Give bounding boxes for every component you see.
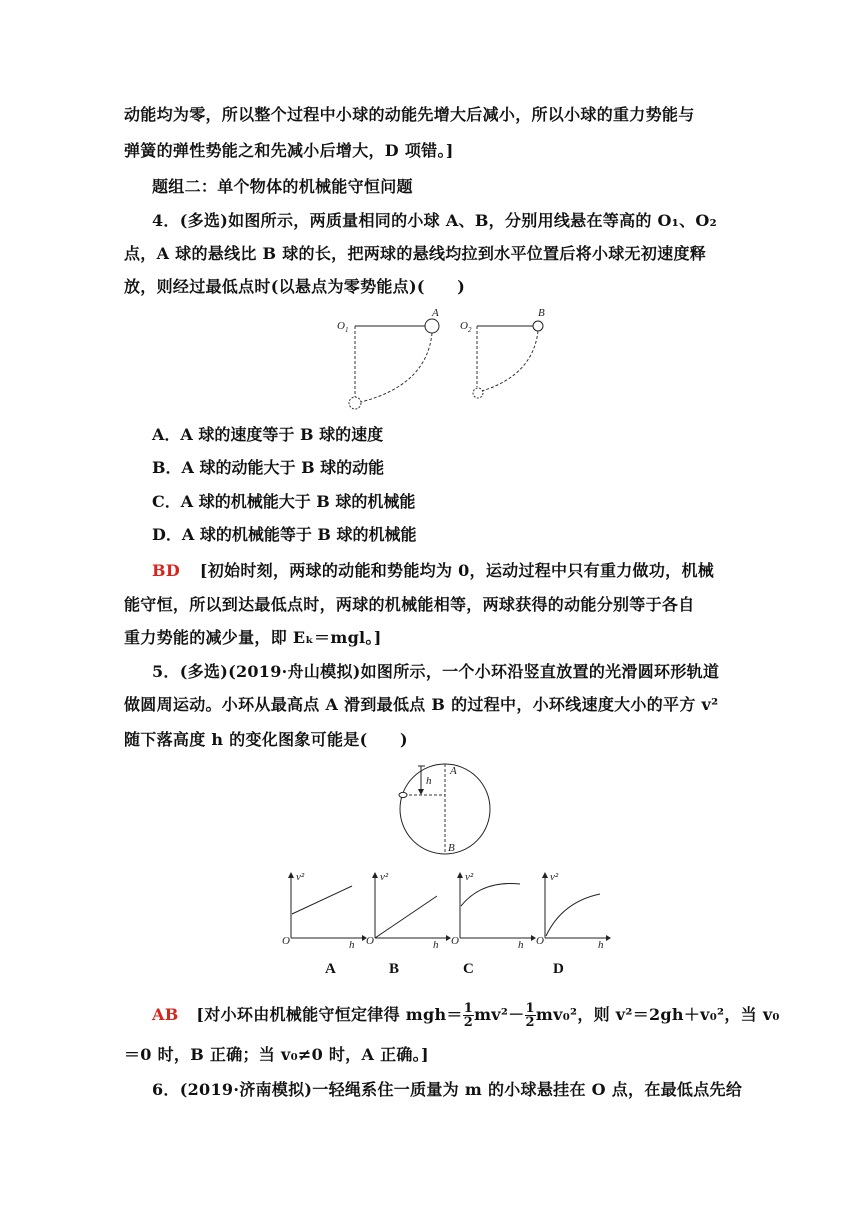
- svg-text:h: h: [349, 939, 355, 950]
- q6-stem-line-1: 6．(2019·济南模拟)一轻绳系住一质量为 m 的小球悬挂在 O 点，在最低点先给: [152, 1080, 743, 1099]
- q5-answer: AB: [152, 1005, 179, 1024]
- pendulum-figure: [335, 305, 565, 415]
- q5-stem-line-1: 5．(多选)(2019·舟山模拟)如图所示，一个小环沿竖直放置的光滑圆环形轨道: [152, 662, 720, 681]
- label-a: A: [432, 307, 439, 319]
- svg-text:v²: v²: [550, 871, 559, 883]
- svg-text:h: h: [433, 939, 439, 950]
- q5-explanation-line-2: ＝0 时，B 正确；当 v₀≠0 时，A 正确。]: [124, 1045, 429, 1064]
- q4-stem-line-3: 放，则经过最低点时(以悬点为零势能点)( ): [124, 277, 466, 296]
- q4-option-c: C．A 球的机械能大于 B 球的机械能: [152, 492, 416, 511]
- label-o1: $O_1$: [337, 320, 349, 334]
- svg-text:v²: v²: [296, 871, 305, 883]
- label-h: h: [426, 775, 432, 787]
- svg-text:v²: v²: [465, 871, 474, 883]
- q5-stem-line-3: 随下落高度 h 的变化图象可能是( ): [124, 730, 408, 749]
- svg-text:O: O: [451, 935, 459, 947]
- label-a-top: A: [450, 765, 457, 777]
- graphs-row: [282, 866, 614, 950]
- q5-stem-line-2: 做圆周运动。小环从最高点 A 滑到最低点 B 的过程中，小环线速度大小的平方 v²: [124, 695, 719, 714]
- graph-label-b: B: [389, 961, 400, 977]
- q4-option-d: D．A 球的机械能等于 B 球的机械能: [152, 525, 417, 544]
- graph-c: [451, 871, 536, 950]
- q4-stem-line-2: 点，A 球的悬线比 B 球的长，把两球的悬线均拉到水平位置后将小球无初速度释: [124, 244, 707, 263]
- graph-a: [282, 871, 367, 950]
- q4-explanation-line-2: 能守恒，所以到达最低点时，两球的机械能相等，两球获得的动能分别等于各自: [124, 595, 695, 614]
- circle-track-figure: [390, 758, 500, 860]
- svg-text:h: h: [598, 939, 604, 950]
- graph-label-c: C: [463, 961, 474, 977]
- svg-text:O: O: [536, 935, 544, 947]
- q4-answer: BD: [152, 561, 180, 580]
- svg-text:O: O: [366, 935, 374, 947]
- q4-option-b: B．A 球的动能大于 B 球的动能: [152, 458, 385, 477]
- q4-explanation-line-1: [152, 560, 772, 582]
- svg-text:O: O: [282, 935, 290, 947]
- svg-text:h: h: [518, 939, 524, 950]
- q4-option-a: A．A 球的速度等于 B 球的速度: [152, 425, 384, 444]
- svg-text:v²: v²: [380, 871, 389, 883]
- paragraph-line-2: 弹簧的弹性势能之和先减小后增大，D 项错。]: [124, 141, 454, 160]
- q4-explanation-text: [初始时刻，两球的动能和势能均为 0，运动过程中只有重力做功，机械: [199, 561, 715, 580]
- label-b-bottom: B: [448, 842, 455, 854]
- q4-explanation-line-3: 重力势能的减少量，即 Eₖ＝mgl。]: [124, 628, 382, 647]
- graph-label-a: A: [325, 961, 336, 977]
- label-b: B: [538, 307, 545, 319]
- label-o2: $O_2$: [460, 320, 472, 334]
- fraction-half-1: $\frac{1}{2}$: [463, 1001, 474, 1030]
- section-title: 题组二：单个物体的机械能守恒问题: [152, 177, 413, 196]
- fraction-half-2: $\frac{1}{2}$: [525, 1001, 535, 1030]
- graph-b: [366, 871, 451, 950]
- q4-stem-line-1: 4．(多选)如图所示，两质量相同的小球 A、B，分别用线悬在等高的 O₁、O₂: [152, 211, 717, 230]
- paragraph-line-1: 动能均为零，所以整个过程中小球的动能先增大后减小，所以小球的重力势能与: [124, 105, 695, 124]
- graph-d: [536, 871, 611, 950]
- graph-label-d: D: [553, 961, 564, 977]
- q5-explanation-line-1: AB [对小环由机械能守恒定律得 mgh＝ $\frac{1}{2}$ mv²－ $\frac{1}{2}$ mv₀²，则 v²＝2gh＋v₀²，当 v₀: [152, 1001, 780, 1030]
